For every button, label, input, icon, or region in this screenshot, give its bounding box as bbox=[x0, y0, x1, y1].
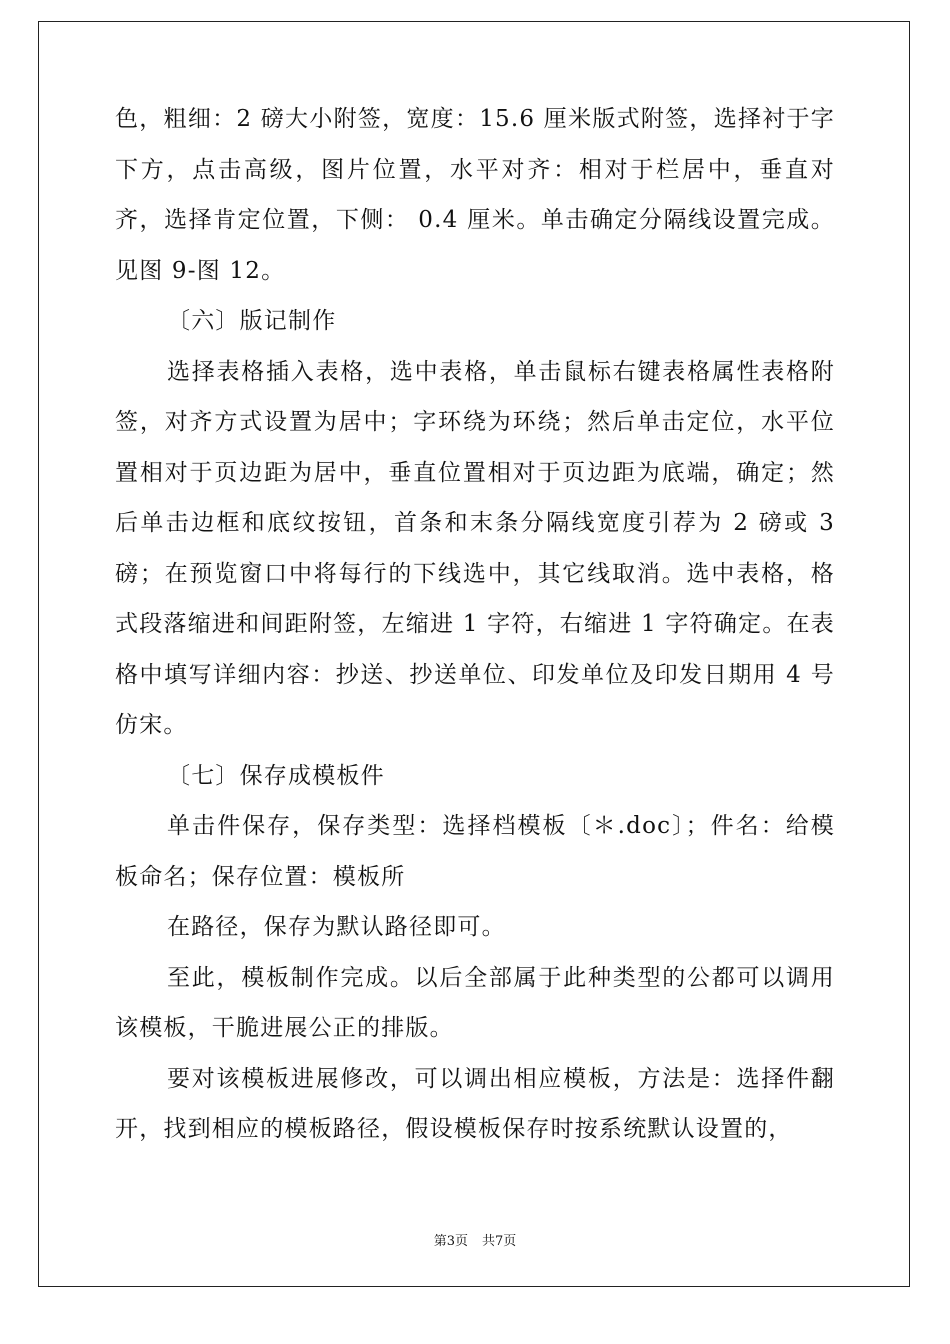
paragraph-default-path: 在路径，保存为默认路径即可。 bbox=[167, 914, 506, 940]
paragraph-modify-template: 要对该模板进展修改，可以调出相应模板，方法是：选择件翻开，找到相应的模板路径，假设模板保存时按系统默认设置的， bbox=[115, 1065, 835, 1142]
section-heading-six: 〔六〕版记制作 bbox=[167, 308, 337, 334]
document-body bbox=[115, 94, 835, 1155]
section-heading-seven: 〔七〕保存成模板件 bbox=[167, 762, 385, 789]
page-total: 共7页 bbox=[482, 1234, 517, 1249]
paragraph-table-settings: 选择表格插入表格，选中表格，单击鼠标右键表格属性表格附签，对齐方式设置为居中；字环绕为环绕；然后单击定位，水平位置相对于页边距为居中，垂直位置相对于页边距为底端，确定；然后单击边框和底纹按钮，首条和末条分隔线宽度引荐为 2 磅或 3 磅；在预览窗口中将每行的下线选中，其它线取消。选中表格，格式段落缩进和间距附签，左缩进 1 字符，右缩进 1 字符确定。在表格中填写详细内容：抄送、抄送单位、印发单位及印发日期用 4 号仿宋。 bbox=[115, 358, 835, 738]
page-footer bbox=[0, 1233, 950, 1251]
paragraph-separator-settings: 色，粗细：2 磅大小附签，宽度：15.6 厘米版式附签，选择衬于字下方，点击高级，图片位置，水平对齐：相对于栏居中，垂直对齐，选择肯定位置，下侧： 0.4 厘米。单击确定分隔线设置完成。见图 9-图 12。 bbox=[115, 106, 835, 284]
paragraph-template-complete: 至此，模板制作完成。以后全部属于此种类型的公都可以调用该模板，干脆进展公正的排版。 bbox=[115, 964, 835, 1041]
paragraph-save-template: 单击件保存，保存类型：选择档模板〔＊.doc〕；件名：给模板命名；保存位置：模板所 bbox=[115, 813, 835, 890]
page-number: 第3页 bbox=[433, 1234, 468, 1249]
